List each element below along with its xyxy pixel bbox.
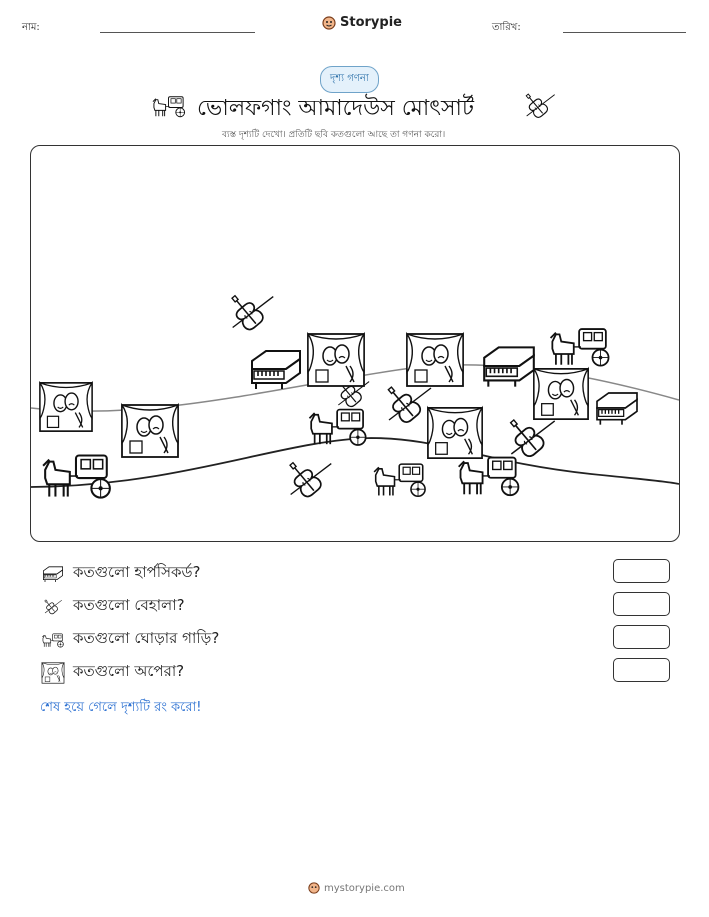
storypie-logo-icon [308,882,320,894]
page-title: ভোলফগাং আমাদেউস মোৎসার্ট [197,96,474,121]
harpsichord-icon [41,563,65,585]
harpsichord-2 [484,347,534,386]
carriage-1 [43,455,110,497]
violin-5 [503,414,554,459]
date-label: তারিখ: [492,22,521,33]
harpsichord-3 [597,393,637,425]
name-label: নাম: [22,22,40,33]
question-text: কতগুলো হার্পসিকর্ড? [73,563,201,581]
carriage-5 [551,329,609,366]
answer-box-harpsichord[interactable] [613,559,670,583]
scene-illustration [31,146,679,541]
scene-count-badge: দৃশ্য গণনা [320,66,379,93]
storypie-logo-icon [322,16,336,30]
opera-5 [428,408,482,458]
violin-1 [225,290,273,332]
violin-icon [520,89,560,123]
carriage-4 [459,458,519,496]
opera-stage-icon [41,662,65,684]
instructions: ব্যস্ত দৃশ্যটি দেখো। প্রতিটি ছবি কতগুলো আছে তা গণনা করো। [222,130,446,140]
question-harpsichord [41,561,200,586]
opera-3 [308,334,364,386]
brand-name: Storypie [340,15,402,30]
question-opera [41,660,184,685]
brand [322,15,402,30]
violin-4 [283,457,331,499]
answer-box-carriage[interactable] [613,625,670,649]
question-text: কতগুলো ঘোড়ার গাড়ি? [73,629,220,647]
carriage-3 [374,464,425,496]
question-violin [41,594,185,619]
finish-note: শেষ হয়ে গেলে দৃশ্যটি রং করো! [40,700,202,715]
violin-icon [41,596,65,618]
question-carriage [41,627,219,652]
opera-6 [534,369,588,419]
harpsichord-1 [252,351,300,389]
footer-url[interactable]: mystorypie.com [324,882,405,894]
date-line[interactable] [563,32,686,33]
horse-carriage-icon [41,629,65,651]
opera-1 [40,383,92,431]
question-text: কতগুলো অপেরা? [73,662,185,680]
opera-2 [122,405,178,457]
footer [308,882,405,894]
question-text: কতগুলো বেহালা? [73,596,185,614]
name-line[interactable] [100,32,255,33]
violin-3 [381,381,431,424]
opera-4 [407,334,463,386]
answer-box-violin[interactable] [613,592,670,616]
scene-panel [30,145,680,542]
horse-carriage-icon [151,93,187,119]
answer-box-opera[interactable] [613,658,670,682]
